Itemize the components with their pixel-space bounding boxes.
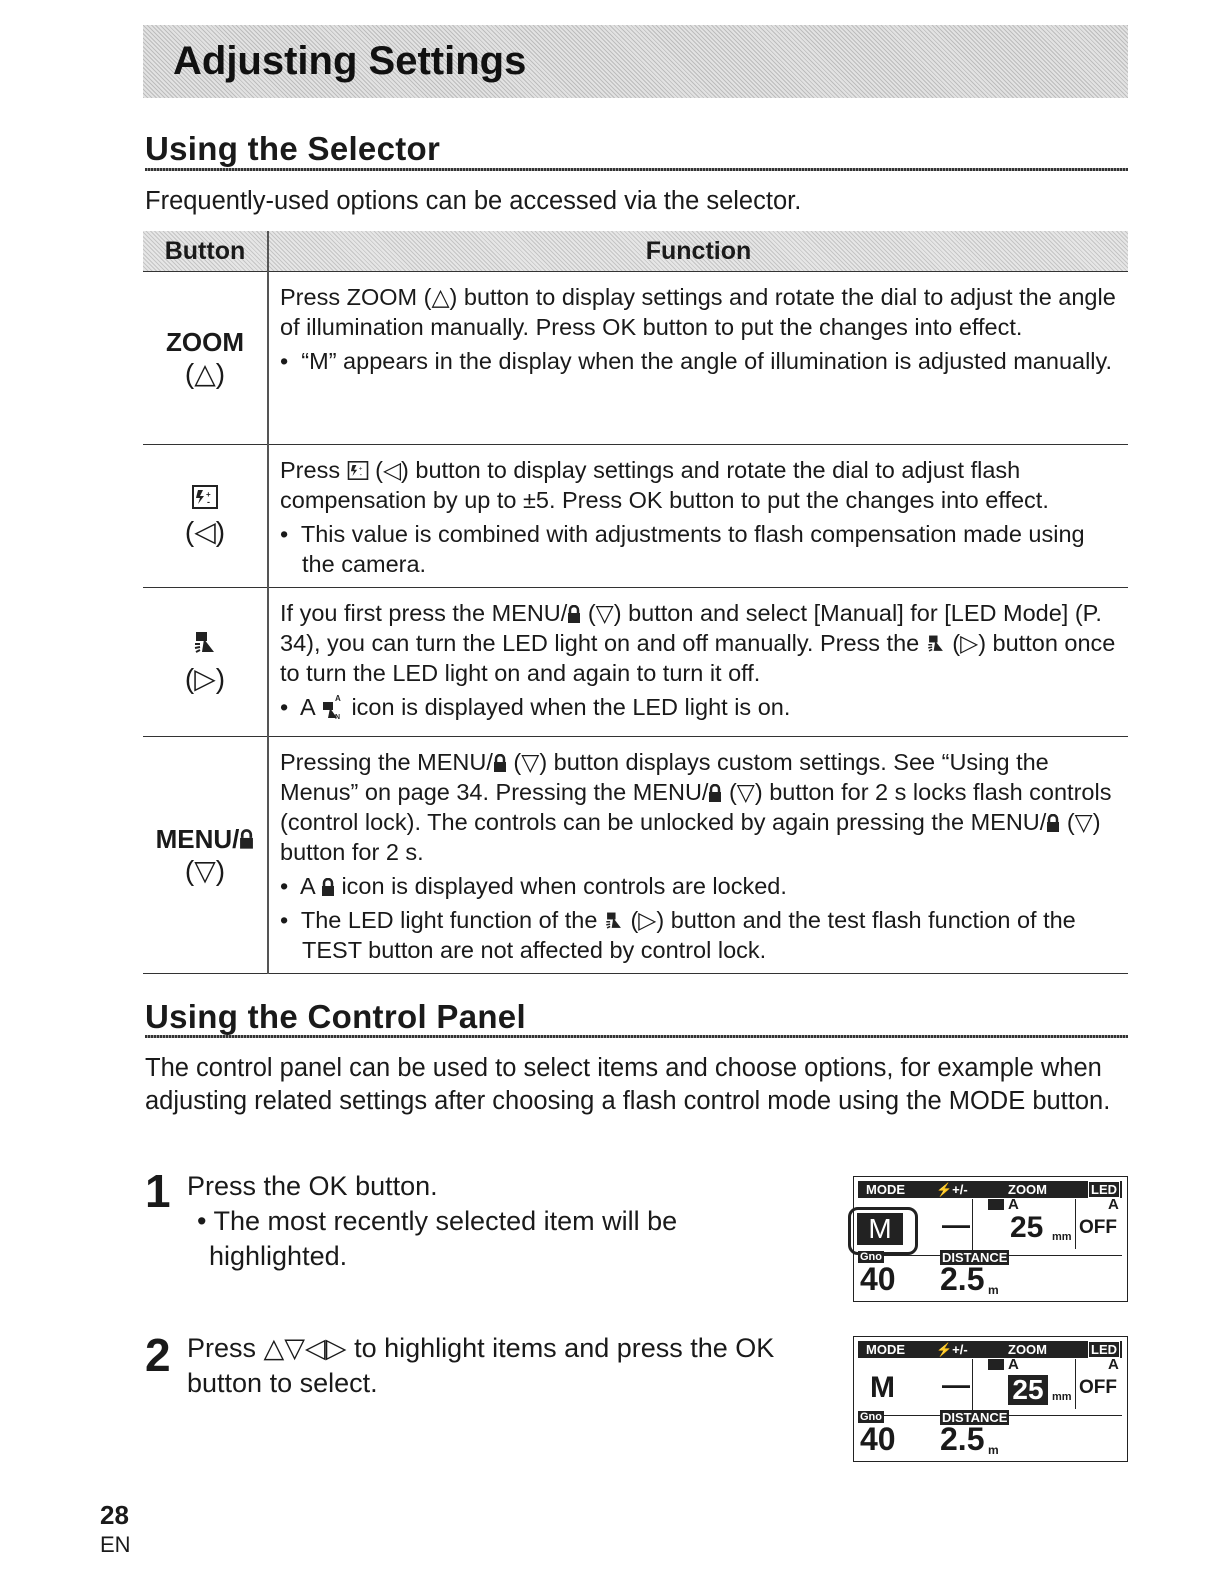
svg-text:-: -: [207, 497, 210, 507]
lock-icon: [239, 829, 254, 849]
button-cell-flash-comp: + - (◁): [143, 445, 268, 588]
lock-icon: [493, 754, 507, 772]
button-cell-menu: MENU/ (▽): [143, 737, 268, 974]
page-number: 28: [100, 1500, 129, 1530]
svg-text:-: -: [359, 470, 362, 479]
table-row: [143, 588, 1128, 737]
page-title: Adjusting Settings: [173, 39, 527, 83]
lock-icon: [567, 605, 581, 623]
button-cell-zoom: ZOOM (△): [143, 272, 268, 445]
step-text: Press △▽◁▷ to highlight items and press the OK button to select.: [187, 1333, 775, 1398]
table-row: [143, 445, 1128, 588]
svg-text:+: +: [206, 490, 211, 499]
lock-icon: [708, 784, 722, 802]
wide-icon: [988, 1359, 1004, 1370]
svg-text:N: N: [334, 714, 340, 720]
zoom-value: 25: [1010, 1211, 1044, 1244]
section-heading-control-panel: Using the Control Panel: [145, 998, 526, 1035]
led-value: OFF: [1079, 1217, 1117, 1238]
led-value: OFF: [1079, 1377, 1117, 1398]
gno-value: 40: [860, 1261, 896, 1297]
panel-header: MODE ⚡+/- ZOOM LED: [858, 1341, 1122, 1358]
svg-text:+: +: [358, 465, 363, 473]
col-header-function: Function: [268, 231, 1128, 272]
step-text: Press the OK button. • The most recently selected item will be highlighted.: [187, 1171, 678, 1271]
control-panel-display: MODE ⚡+/- ZOOM LED M — A 25 mm A OFF Gno DISTANCE 40 2.5 m: [853, 1176, 1128, 1302]
lock-icon: [1046, 814, 1060, 832]
svg-text:A: A: [334, 694, 341, 703]
flash-compensation-icon: [347, 461, 369, 480]
distance-value: 2.5: [940, 1261, 985, 1297]
function-cell: Press + - (◁) button to display settings and rotate the dial to adjust flash compensation by up to ±5. Press OK button to put the changes into effect. • This value is combined with adjustments to flash compensation made using the camera.: [268, 445, 1128, 588]
led-light-icon: [192, 630, 218, 656]
selector-table: [143, 231, 1128, 974]
comp-value: —: [942, 1369, 970, 1400]
section-heading-selector: Using the Selector: [145, 130, 441, 167]
page-language: EN: [100, 1532, 131, 1557]
col-header-button: Button: [143, 231, 268, 272]
flash-compensation-icon: [192, 485, 218, 509]
table-row: [143, 272, 1128, 445]
control-panel-intro: The control panel can be used to select items and choose options, for example when adjusting related settings after choosing a flash control mode using the MODE button.: [145, 1054, 1111, 1115]
led-light-icon: [926, 634, 946, 654]
section-rule: [145, 168, 1128, 171]
step-number: 2: [145, 1329, 171, 1381]
table-row: [143, 737, 1128, 974]
function-cell: If you first press the MENU/ (▽) button and select [Manual] for [LED Mode] (P. 34), you can turn the LED light on and off manually. Press the (▷) button once to turn the LED light on and again to turn it off. • A A N icon is displayed when the LED light is on.: [268, 588, 1128, 737]
gno-value: 40: [860, 1421, 896, 1457]
button-cell-led: (▷): [143, 588, 268, 737]
mode-value: M: [870, 1371, 895, 1404]
function-cell: Press ZOOM (△) button to display settings and rotate the dial to adjust the angle of illumination manually. Press OK button to put the changes into effect. • “M” appears in the display when the angle of illumination is adjusted manually.: [268, 272, 1128, 445]
mode-value: M: [857, 1213, 903, 1245]
comp-value: —: [942, 1209, 970, 1240]
panel-header: MODE ⚡+/- ZOOM LED: [858, 1181, 1122, 1198]
section-rule: [145, 1035, 1128, 1038]
function-cell: Pressing the MENU/ (▽) button displays custom settings. See “Using the Menus” on page 34. Pressing the MENU/ (▽) button for 2 s locks flash controls (control lock). The controls can be unlocked by again pressing the MENU/ (▽) button for 2 s. • A icon is displayed when controls are locked. • The LED light function of the (▷) button and the test flash function of the TEST button are not affected by control lock.: [268, 737, 1128, 974]
page-title-bar: [143, 25, 1128, 98]
wide-icon: [988, 1199, 1004, 1210]
step-number: 1: [145, 1165, 171, 1217]
lock-icon: [321, 878, 335, 896]
distance-value: 2.5: [940, 1421, 985, 1457]
led-light-icon: [604, 911, 624, 931]
zoom-value-highlighted: 25: [1008, 1375, 1048, 1405]
led-on-icon: [321, 694, 345, 720]
selector-intro: Frequently-used options can be accessed via the selector.: [145, 187, 802, 215]
control-panel-display: MODE ⚡+/- ZOOM LED M — A 25 mm A OFF Gno DISTANCE 40 2.5 m: [853, 1336, 1128, 1462]
